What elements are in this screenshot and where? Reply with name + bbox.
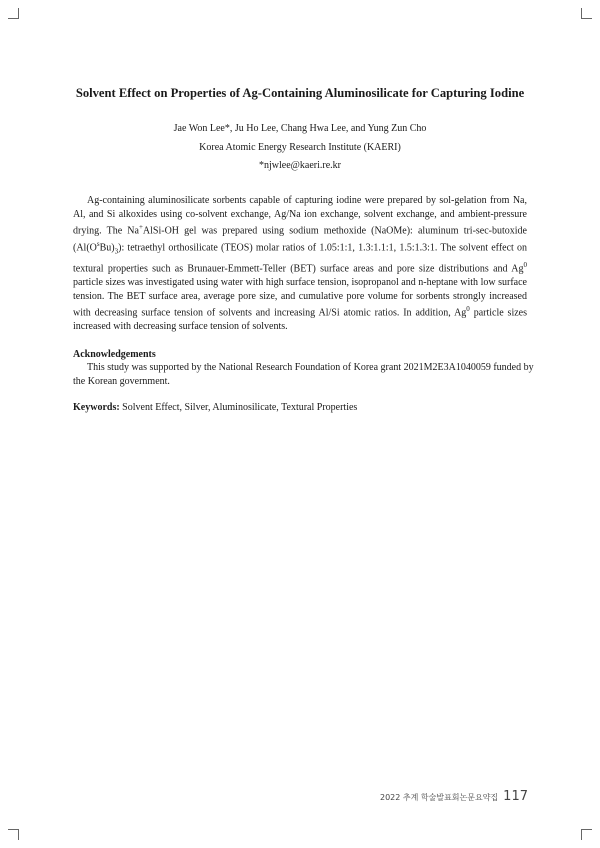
keywords-text: Solvent Effect, Silver, Aluminosilicate, Textural Properties [122, 402, 358, 413]
keywords-label: Keywords: [73, 402, 120, 413]
crop-mark-top-left [8, 8, 19, 19]
page-number: 117 [503, 789, 528, 804]
crop-mark-bottom-left [8, 829, 19, 840]
subscript-3: 3 [114, 247, 119, 256]
acknowledgements-heading: Acknowledgements [73, 349, 156, 360]
page-footer [380, 789, 528, 804]
abstract-text-5: particle sizes was investigated using water with high surface tension, isopropanol and n-heptane with low surface tension. The BET surface area, average pore size, and cumulative pore volume for sorbents strongly increased with decreasing surface tension of solvents and increasing Al/Si atomic ratios. In addition, Ag [73, 276, 527, 319]
abstract-text-4: ): tetraethyl orthosilicate (TEOS) molar ratios of 1.05:1:1, 1.3:1.1:1, 1.5:1.3:1. The solvent effect on textural properties such as Brunauer-Emmett-Teller (BET) surface areas and pore size distributions and Ag [73, 242, 527, 275]
acknowledgements-body: This study was supported by the National Research Foundation of Korea grant 2021M2E3A1040059 funded by the Korean government. [73, 362, 534, 387]
abstract [73, 194, 527, 334]
abstract-text-3: Bu) [99, 242, 115, 254]
footer-proceedings-title: 2022 추계 학술발표회논문요약집 [379, 793, 499, 802]
authors: Jae Won Lee*, Ju Ho Lee, Chang Hwa Lee, and Yung Zun Cho [173, 123, 427, 134]
crop-mark-bottom-right [581, 829, 592, 840]
superscript-zero-2: 0 [466, 305, 470, 314]
abstract-text-1: Ag-containing aluminosilicate sorbents capable of capturing iodine were prepared by sol-gelation from Na, Al, and Si alkoxides using co-solvent exchange, Ag/Na ion exchange, solvent exchange, and ambient-pressure drying. The Na [73, 195, 527, 237]
abstract-text-2: AlSi-OH gel was prepared using sodium methoxide (NaOMe): aluminum tri-sec-butoxide (Al(O [73, 225, 527, 254]
abstract-text-6: particle sizes increased with decreasing surface tension of solvents. [73, 307, 527, 333]
paper-title: Solvent Effect on Properties of Ag-Containing Aluminosilicate for Capturing Iodine [75, 86, 525, 100]
superscript-s: s [96, 240, 100, 249]
superscript-plus: + [138, 223, 143, 232]
email: *njwlee@kaeri.re.kr [259, 160, 341, 171]
superscript-zero-1: 0 [523, 261, 527, 270]
keywords-line [73, 402, 357, 413]
affiliation: Korea Atomic Energy Research Institute (KAERI) [199, 142, 401, 153]
crop-mark-top-right [581, 8, 592, 19]
